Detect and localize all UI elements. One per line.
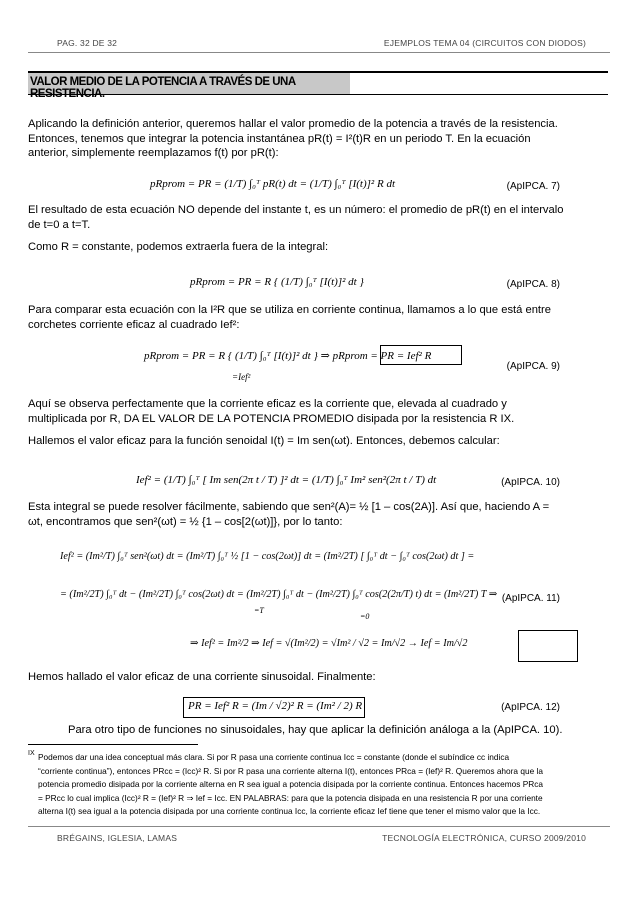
footnote-line: alterna I(t) sea igual a la potencia disipada por una corriente continua Icc, la corriente eficaz Ief tiene que tener el mismo valor que la Icc. [38,806,541,816]
paragraph-identity [28,500,608,529]
paragraph-meaning [28,397,608,426]
section-heading-band [28,73,350,100]
paragraph-constant [28,240,608,255]
footnote [38,751,608,819]
section-heading [28,71,608,100]
equation-11-underbrace-0: =0 [360,612,370,621]
text-line: anterior, simplemente reemplazamos f(t) por pR(t): [28,147,279,160]
text-line: multiplicada por R, DA EL VALOR DE LA POTENCIA PROMEDIO disipada por la resistencia R IX. [28,412,515,425]
equation-9-underbrace: =Ief² [232,372,251,382]
text-line: corchetes corriente eficaz al cuadrado Ief²: [28,318,240,331]
text-line: Aplicando la definición anterior, queremos hallar el valor promedio de la potencia a través de la resistencia. [28,118,558,130]
header-rule [28,52,610,53]
text-line: ωt, encontramos que sen²(ωt) = ½ {1 – cos[2(ωt)]}, por lo tanto: [28,515,343,528]
footnote-line: = PRcc lo cual implica (Icc)² R = (Ief)² R ⇒ Ief = Icc. EN PALABRAS: para que la potencia disipada en una resistencia R por una corriente [38,792,543,803]
text-line: Hemos hallado el valor eficaz de una corriente sinusoidal. Finalmente: [28,671,376,683]
equation-12-label: (ApIPCA. 12) [501,702,560,713]
footer-rule [28,826,610,827]
section-title: VALOR MEDIO DE LA POTENCIA A TRAVÉS DE UNA RESISTENCIA. [30,76,296,100]
equation-11-label: (ApIPCA. 11) [501,593,560,604]
text-line: Hallemos el valor eficaz para la función senoidal I(t) = Im sen(ωt). Entonces, debemos calcular: [28,435,500,447]
equation-9: pRprom = PR = R { (1/T) ∫₀ᵀ [I(t)]² dt } ⇒ pRprom = PR = Ief² R [144,350,432,362]
footnote-line: potencia promedio disipada por la corriente alterna en R sea igual a potencia disipada por la corriente continua. Entonces hacemos PRca [38,779,544,789]
footnote-line: “corriente continua”), entonces PRcc = (Icc)² R. Si por R pasa una corriente alterna I(t), entonces PRca = (Ief)² R. Queremos ahora que la [38,765,543,776]
footnote-marker: IX [28,750,35,757]
page-number: PAG. 32 DE 32 [57,38,118,48]
equation-8: pRprom = PR = R { (1/T) ∫₀ᵀ [I(t)]² dt } [190,276,364,288]
equation-11-line-2: = (Im²/2T) ∫₀ᵀ dt − (Im²/2T) ∫₀ᵀ cos(2ωt) dt = (Im²/2T) ∫₀ᵀ dt − (Im²/2T) ∫₀ᵀ cos(2(2π/T) t) dt = (Im²/2T) T ⇒ [60,589,498,600]
text-line: Para comparar esta ecuación con la I²R que se utiliza en corriente continua, llamamos a lo que está entre [28,304,551,316]
text-line: El resultado de esta ecuación NO depende del instante t, es un número: el promedio de pR(t) en el intervalo [28,204,564,216]
text-line: de t=0 a t=T. [28,218,91,231]
footer-authors: BRÉGAINS, IGLESIA, LAMAS [57,833,178,843]
text-line: Entonces, tenemos que integrar la potencia instantánea pR(t) = I²(t)R en un periodo T. En la ecuación [28,132,531,145]
equation-11-result-box [518,630,578,662]
paragraph-compare [28,303,608,332]
paragraph-sine [28,434,608,449]
equation-7-label: (ApIPCA. 7) [506,181,560,192]
footer-course: TECNOLOGÍA ELECTRÓNICA, CURSO 2009/2010 [382,833,586,843]
equation-10-label: (ApIPCA. 10) [501,477,560,488]
document-header-title: EJEMPLOS TEMA 04 (CIRCUITOS CON DIODOS) [383,38,586,48]
equation-8-label: (ApIPCA. 8) [506,279,560,290]
equation-12: PR = Ief² R = (Im / √2)² R = (Im² / 2) R [188,700,363,712]
paragraph-other-functions [68,723,608,738]
equation-11-underbrace-T: =T [254,606,264,615]
equation-7: pRprom = PR = (1/T) ∫₀ᵀ pR(t) dt = (1/T) ∫₀ᵀ [I(t)]² R dt [150,178,396,190]
equation-9-result-box [380,345,462,365]
paragraph-intro [28,117,608,161]
text-line: Como R = constante, podemos extraerla fuera de la integral: [28,241,329,253]
equation-11-line-3: ⇒ Ief² = Im²/2 ⇒ Ief = √(Im²/2) = √Im² / √2 = Im/√2 → Ief = Im/√2 [190,638,468,649]
text-line: Esta integral se puede resolver fácilmente, sabiendo que sen²(A)= ½ [1 – cos(2A)]. Así que, haciendo A = [28,501,550,513]
paragraph-result [28,203,608,232]
footnote-line: Podemos dar una idea conceptual más clara. Si por R pasa una corriente continua Icc = constante (donde el subíndice cc indica [38,752,510,762]
text-line: Aquí se observa perfectamente que la corriente eficaz es la corriente que, elevada al cuadrado y [28,398,507,410]
equation-9-label: (ApIPCA. 9) [506,361,560,372]
paragraph-found [28,670,608,685]
equation-11-line-1: Ief² = (Im²/T) ∫₀ᵀ sen²(ωt) dt = (Im²/T) ∫₀ᵀ ½ [1 − cos(2ωt)] dt = (Im²/2T) [ ∫₀ᵀ dt − ∫₀ᵀ cos(2ωt) dt ] = [60,551,475,562]
footnote-rule [28,744,198,745]
text-line: Para otro tipo de funciones no sinusoidales, hay que aplicar la definición análoga a la (ApIPCA. 10). [68,724,563,736]
equation-10: Ief² = (1/T) ∫₀ᵀ [ Im sen(2π t / T) ]² dt = (1/T) ∫₀ᵀ Im² sen²(2π t / T) dt [136,474,437,486]
